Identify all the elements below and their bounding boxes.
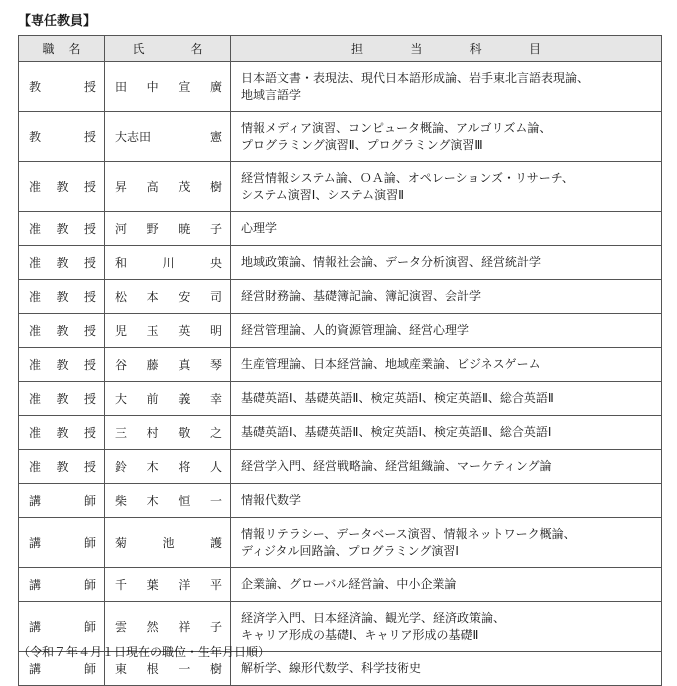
name-glyphs	[115, 424, 222, 441]
position-char: 授	[83, 222, 96, 236]
cell-position	[19, 280, 105, 314]
cell-subjects	[231, 518, 662, 568]
name-char: 高	[146, 180, 159, 194]
name-char: 木	[146, 494, 159, 508]
table-row	[19, 450, 662, 484]
cell-subjects	[231, 602, 662, 652]
table-row	[19, 280, 662, 314]
name-glyphs	[115, 78, 222, 95]
position-char: 教	[56, 290, 69, 304]
name-glyphs	[115, 492, 222, 509]
name-char: 松	[115, 290, 128, 304]
header-title-glyphs	[43, 40, 81, 57]
name-glyphs	[115, 254, 222, 271]
name-char: 中	[146, 80, 159, 94]
name-char: 村	[146, 426, 159, 440]
subject-line: 情報代数学	[241, 493, 302, 507]
position-char: 教	[56, 180, 69, 194]
name-char: 一	[209, 494, 222, 508]
cell-position	[19, 246, 105, 280]
cell-position	[19, 568, 105, 602]
name-char: 明	[209, 324, 222, 338]
name-char: 茂	[178, 180, 191, 194]
name-char: 千	[115, 578, 128, 592]
position-char: 授	[83, 256, 96, 270]
position-char: 授	[83, 324, 96, 338]
cell-subjects	[231, 280, 662, 314]
name-char: 川	[162, 256, 175, 270]
footnote: （令和７年４月１日現在の職位・生年月日順）	[18, 645, 271, 659]
position-glyphs	[29, 390, 96, 407]
position-char: 准	[29, 460, 42, 474]
table-row	[19, 382, 662, 416]
table-row	[19, 484, 662, 518]
position-char: 准	[29, 256, 42, 270]
name-char: 央	[209, 256, 222, 270]
name-char: 暁	[178, 222, 191, 236]
header-title	[19, 36, 105, 62]
position-glyphs	[29, 322, 96, 339]
position-char: 教	[29, 130, 42, 144]
position-glyphs	[29, 178, 96, 195]
subject-line: 心理学	[241, 221, 278, 235]
table-row	[19, 112, 662, 162]
cell-subjects	[231, 568, 662, 602]
cell-subjects	[231, 416, 662, 450]
position-glyphs	[29, 254, 96, 271]
subject-line: 基礎英語Ⅰ、基礎英語Ⅱ、検定英語Ⅰ、検定英語Ⅱ、総合英語Ⅱ	[241, 391, 554, 405]
name-char: 人	[209, 460, 222, 474]
table-header-row	[19, 36, 662, 62]
subject-line: 解析学、線形代数学、科学技術史	[241, 661, 422, 675]
name-glyphs	[115, 534, 222, 551]
subject-line: ディジタル回路論、プログラミング演習Ⅰ	[241, 543, 459, 558]
name-glyphs	[115, 288, 222, 305]
position-char: 講	[29, 494, 42, 508]
position-char: 准	[29, 426, 42, 440]
cell-subjects	[231, 112, 662, 162]
name-char: 東	[115, 662, 128, 676]
cell-name	[105, 246, 231, 280]
table-row	[19, 212, 662, 246]
name-char: 玉	[146, 324, 159, 338]
header-name	[105, 36, 231, 62]
name-char: 柴	[115, 494, 128, 508]
position-char: 准	[29, 358, 42, 372]
position-glyphs	[29, 492, 96, 509]
subject-line: 地域言語学	[241, 87, 302, 102]
cell-position	[19, 450, 105, 484]
cell-name	[105, 162, 231, 212]
position-char: 師	[83, 494, 96, 508]
position-char: 教	[56, 392, 69, 406]
subject-line: 生産管理論、日本経営論、地域産業論、ビジネスゲーム	[241, 357, 541, 371]
subject-line: 経済学入門、日本経済論、観光学、経済政策論、	[241, 610, 506, 625]
position-char: 授	[83, 426, 96, 440]
position-char: 師	[83, 662, 96, 676]
name-char: 鈴	[115, 460, 128, 474]
name-char: 野	[146, 222, 159, 236]
position-char: 授	[83, 392, 96, 406]
name-char: 昇	[115, 180, 128, 194]
table-row	[19, 246, 662, 280]
position-char: 授	[83, 290, 96, 304]
faculty-table	[18, 35, 662, 686]
table-row	[19, 62, 662, 112]
name-char: 根	[146, 662, 159, 676]
position-glyphs	[29, 220, 96, 237]
header-subjects-char: 科	[469, 42, 482, 56]
cell-position	[19, 518, 105, 568]
name-char: 菊	[115, 536, 128, 550]
position-char: 授	[83, 358, 96, 372]
position-char: 准	[29, 324, 42, 338]
position-char: 師	[83, 620, 96, 634]
position-char: 授	[83, 130, 96, 144]
cell-position	[19, 348, 105, 382]
name-char: 雲	[115, 620, 128, 634]
subject-line: 基礎英語Ⅰ、基礎英語Ⅱ、検定英語Ⅰ、検定英語Ⅱ、総合英語Ⅰ	[241, 425, 552, 439]
name-glyphs	[115, 178, 222, 195]
position-char: 講	[29, 578, 42, 592]
header-subjects-glyphs	[351, 40, 541, 57]
cell-name	[105, 416, 231, 450]
position-glyphs	[29, 288, 96, 305]
name-char: 樹	[209, 180, 222, 194]
position-char: 教	[56, 426, 69, 440]
name-char: 河	[115, 222, 128, 236]
table-row	[19, 348, 662, 382]
name-char: 一	[178, 662, 191, 676]
header-subjects-char: 当	[410, 42, 423, 56]
position-char: 准	[29, 222, 42, 236]
position-glyphs	[29, 458, 96, 475]
name-char: 琴	[209, 358, 222, 372]
cell-position	[19, 62, 105, 112]
position-glyphs	[29, 78, 96, 95]
name-glyphs	[115, 356, 222, 373]
table-row	[19, 568, 662, 602]
name-glyphs	[115, 128, 222, 145]
cell-subjects	[231, 246, 662, 280]
cell-position	[19, 162, 105, 212]
position-char: 准	[29, 290, 42, 304]
cell-name	[105, 314, 231, 348]
table-row	[19, 416, 662, 450]
header-subjects-char: 担	[351, 42, 364, 56]
table-body	[19, 62, 662, 686]
cell-subjects	[231, 348, 662, 382]
subject-line: 企業論、グローバル経営論、中小企業論	[241, 577, 457, 591]
table-row	[19, 518, 662, 568]
subject-line: キャリア形成の基礎Ⅰ、キャリア形成の基礎Ⅱ	[241, 627, 479, 642]
section-title: 【専任教員】	[18, 14, 97, 29]
name-char: 司	[209, 290, 222, 304]
position-char: 教	[56, 324, 69, 338]
name-char: 幸	[209, 392, 222, 406]
name-char: 池	[162, 536, 175, 550]
cell-subjects	[231, 314, 662, 348]
name-char: 前	[146, 392, 159, 406]
name-char: 三	[115, 426, 128, 440]
cell-position	[19, 212, 105, 246]
name-char: 恒	[178, 494, 191, 508]
name-char: 廣	[209, 80, 222, 94]
cell-name	[105, 348, 231, 382]
cell-position	[19, 382, 105, 416]
position-glyphs	[29, 618, 96, 635]
name-char: 児	[115, 324, 128, 338]
cell-subjects	[231, 382, 662, 416]
position-char: 授	[83, 180, 96, 194]
name-char: 大志田	[115, 130, 152, 144]
header-name-glyphs	[133, 40, 203, 57]
cell-name	[105, 280, 231, 314]
subject-line: 情報メディア演習、コンピュータ概論、アルゴリズム論、	[241, 120, 552, 135]
position-char: 講	[29, 662, 42, 676]
name-char: 義	[178, 392, 191, 406]
subject-line: 日本語文書・表現法、現代日本語形成論、岩手東北言語表現論、	[241, 70, 590, 85]
cell-subjects	[231, 62, 662, 112]
header-name-char: 名	[190, 42, 203, 56]
name-glyphs	[115, 458, 222, 475]
position-char: 師	[83, 578, 96, 592]
header-subjects	[231, 36, 662, 62]
header-subjects-char: 目	[528, 42, 541, 56]
name-char: 洋	[178, 578, 191, 592]
cell-name	[105, 568, 231, 602]
name-glyphs	[115, 220, 222, 237]
subject-line: 経営学入門、経営戦略論、経営組織論、マーケティング論	[241, 459, 552, 473]
position-char: 准	[29, 180, 42, 194]
name-char: 子	[209, 222, 222, 236]
name-glyphs	[115, 390, 222, 407]
table-row	[19, 314, 662, 348]
name-char: 和	[115, 256, 128, 270]
position-char: 教	[56, 222, 69, 236]
cell-position	[19, 484, 105, 518]
position-glyphs	[29, 576, 96, 593]
position-char: 授	[83, 80, 96, 94]
position-char: 教	[29, 80, 42, 94]
position-char: 授	[83, 460, 96, 474]
name-char: 祥	[178, 620, 191, 634]
name-char: 将	[178, 460, 191, 474]
name-char: 憲	[209, 130, 222, 144]
position-glyphs	[29, 128, 96, 145]
subject-line: 経営管理論、人的資源管理論、経営心理学	[241, 323, 470, 337]
name-char: 護	[209, 536, 222, 550]
name-char: 宣	[178, 80, 191, 94]
position-glyphs	[29, 424, 96, 441]
position-char: 准	[29, 392, 42, 406]
name-char: 藤	[146, 358, 159, 372]
cell-position	[19, 314, 105, 348]
name-char: 田	[115, 80, 128, 94]
header-name-char: 氏	[132, 42, 145, 56]
name-char: 大	[115, 392, 128, 406]
position-char: 教	[56, 358, 69, 372]
cell-position	[19, 416, 105, 450]
cell-position	[19, 112, 105, 162]
name-char: 木	[146, 460, 159, 474]
name-char: 英	[178, 324, 191, 338]
name-char: 平	[209, 578, 222, 592]
cell-name	[105, 382, 231, 416]
cell-name	[105, 62, 231, 112]
subject-line: 情報リテラシー、データベース演習、情報ネットワーク概論、	[241, 526, 576, 541]
position-char: 講	[29, 536, 42, 550]
position-char: 師	[83, 536, 96, 550]
name-char: 安	[178, 290, 191, 304]
name-char: 葉	[146, 578, 159, 592]
cell-name	[105, 484, 231, 518]
table-row	[19, 162, 662, 212]
subject-line: 経営情報システム論、ＯＡ論、オペレーションズ・リサーチ、	[241, 170, 574, 185]
header-title-char: 職	[42, 42, 55, 56]
name-char: 然	[146, 620, 159, 634]
cell-name	[105, 518, 231, 568]
name-char: 敬	[178, 426, 191, 440]
cell-subjects	[231, 212, 662, 246]
name-char: 樹	[209, 662, 222, 676]
name-glyphs	[115, 322, 222, 339]
position-glyphs	[29, 534, 96, 551]
subject-line: 地域政策論、情報社会論、データ分析演習、経営統計学	[241, 255, 542, 269]
subject-line: システム演習Ⅰ、システム演習Ⅱ	[241, 187, 405, 202]
position-glyphs	[29, 356, 96, 373]
cell-name	[105, 112, 231, 162]
position-char: 教	[56, 256, 69, 270]
position-char: 教	[56, 460, 69, 474]
name-char: 之	[209, 426, 222, 440]
name-char: 谷	[115, 358, 128, 372]
subject-line: 経営財務論、基礎簿記論、簿記演習、会計学	[241, 289, 482, 303]
name-char: 真	[178, 358, 191, 372]
name-glyphs	[115, 618, 222, 635]
name-char: 子	[209, 620, 222, 634]
name-char: 本	[146, 290, 159, 304]
cell-subjects	[231, 162, 662, 212]
position-char: 講	[29, 620, 42, 634]
cell-subjects	[231, 484, 662, 518]
header-title-char: 名	[68, 42, 81, 56]
cell-name	[105, 450, 231, 484]
cell-name	[105, 212, 231, 246]
subject-line: プログラミング演習Ⅱ、プログラミング演習Ⅲ	[241, 137, 483, 152]
cell-subjects	[231, 450, 662, 484]
name-glyphs	[115, 576, 222, 593]
